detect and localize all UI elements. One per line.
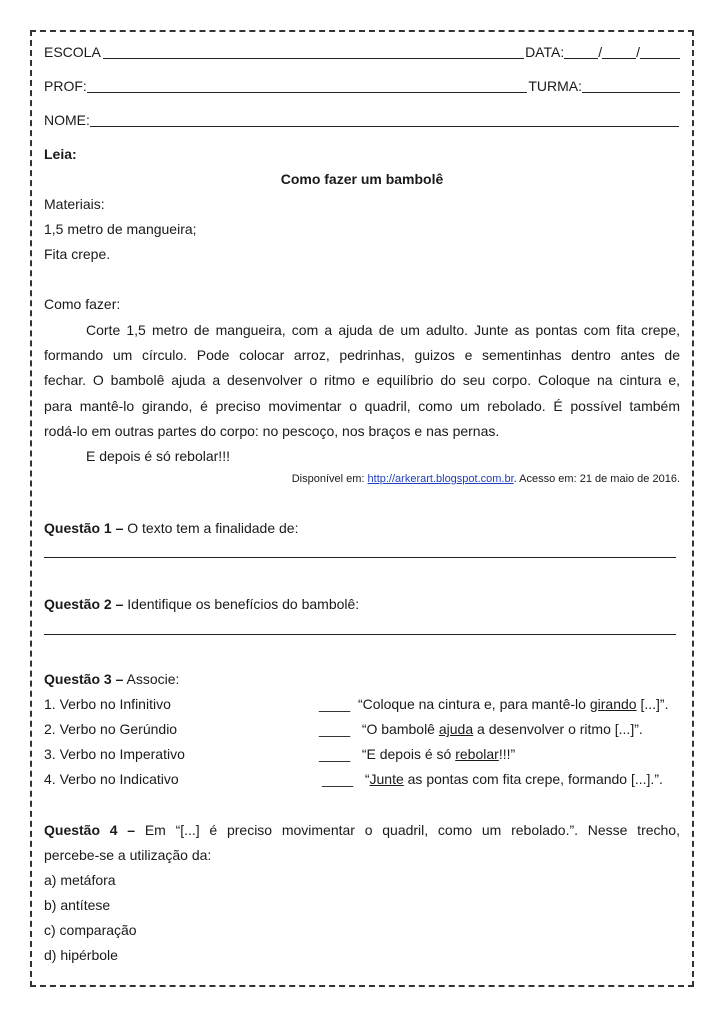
match-left-item: 2. Verbo no Gerúndio (44, 721, 178, 737)
como-fazer-label: Como fazer: (44, 296, 121, 312)
nome-field[interactable] (90, 112, 679, 127)
question-2-answer-line[interactable] (44, 634, 676, 635)
data-label: DATA: (525, 44, 565, 60)
source-prefix: Disponível em: (291, 473, 368, 485)
paragraph-line: formando um círculo. Pode colocar arroz, pedrinhas, guizos e sementinhas dentro antes de (44, 347, 680, 363)
escola-field[interactable] (103, 44, 524, 59)
option-d[interactable]: d) hipérbole (44, 947, 118, 963)
match-quote-text: “O bambolê (361, 721, 439, 737)
source-citation (44, 469, 680, 489)
match-blank[interactable]: ____ (319, 696, 351, 712)
match-right-item (319, 744, 515, 764)
date-sep: / (636, 44, 640, 60)
match-blank[interactable]: ____ (319, 721, 351, 737)
match-row (44, 744, 680, 764)
question-4 (44, 820, 680, 840)
question-4-text: Em “[...] é preciso movimentar o quadril, como um rebolado.”. Nesse trecho, (135, 822, 680, 838)
paragraph-line: rodá-lo em outras partes do corpo: no pescoço, nos braços e nas pernas. (44, 423, 500, 439)
material-item: Fita crepe. (44, 246, 111, 262)
question-4-label: Questão 4 – (44, 822, 136, 838)
match-underlined-verb: Junte (369, 771, 404, 787)
source-suffix: . Acesso em: 21 de maio de 2016. (513, 473, 680, 485)
prof-row (44, 76, 680, 96)
match-row (44, 769, 680, 789)
nome-row (44, 110, 680, 130)
text-title: Como fazer um bambolê (280, 171, 444, 187)
question-2-text: Identifique os benefícios do bambolê: (123, 596, 360, 612)
option-a[interactable]: a) metáfora (44, 872, 116, 888)
question-1-answer-line[interactable] (44, 557, 676, 558)
turma-label: TURMA: (528, 78, 582, 94)
source-link[interactable]: http://arkerart.blogspot.com.br (367, 473, 514, 485)
option-b[interactable]: b) antítese (44, 897, 111, 913)
match-quote-text: [...]”. (636, 696, 669, 712)
match-quote-text: a desenvolver o ritmo [...]”. (473, 721, 643, 737)
match-right-item (322, 769, 663, 789)
material-item: 1,5 metro de mangueira; (44, 221, 197, 237)
match-underlined-verb: ajuda (438, 721, 474, 737)
date-year-field[interactable] (640, 44, 680, 59)
question-1 (44, 518, 680, 538)
question-1-text: O texto tem a finalidade de: (123, 520, 299, 536)
leia-label: Leia: (44, 146, 77, 162)
match-underlined-verb: rebolar (455, 746, 499, 762)
match-quote-text: !!!” (498, 746, 516, 762)
match-left-item: 3. Verbo no Imperativo (44, 746, 185, 762)
question-3-text: Associe: (123, 671, 180, 687)
question-1-label: Questão 1 – (44, 520, 124, 536)
question-4-text-cont: percebe-se a utilização da: (44, 847, 212, 863)
escola-row (44, 42, 680, 62)
paragraph-line: para mantê-lo girando, é preciso movimentar o quadril, como um rebolado. É possível também (44, 398, 680, 414)
materiais-label: Materiais: (44, 196, 105, 212)
match-left-item: 1. Verbo no Infinitivo (44, 696, 171, 712)
match-row (44, 719, 680, 739)
question-3-label: Questão 3 – (44, 671, 124, 687)
match-quote-text: “E depois é só (361, 746, 456, 762)
paragraph-line: Corte 1,5 metro de mangueira, com a ajuda de um adulto. Junte as pontas com fita crepe, (86, 322, 680, 338)
option-c[interactable]: c) comparação (44, 922, 137, 938)
date-month-field[interactable] (602, 44, 636, 59)
paragraph-ending: E depois é só rebolar!!! (86, 448, 230, 464)
question-2 (44, 594, 680, 614)
match-quote-text: “ (364, 771, 370, 787)
turma-field[interactable] (582, 78, 680, 93)
prof-field[interactable] (87, 78, 528, 93)
match-blank[interactable]: ____ (319, 746, 351, 762)
match-blank[interactable]: ____ (322, 771, 354, 787)
match-quote-text: as pontas com fita crepe, formando [...].”. (403, 771, 663, 787)
question-3 (44, 669, 680, 689)
match-underlined-verb: girando (589, 696, 637, 712)
question-2-label: Questão 2 – (44, 596, 124, 612)
paragraph-line: fechar. O bambolê ajuda a desenvolver o ritmo e equilíbrio do seu corpo. Coloque na cintura e, (44, 372, 680, 388)
match-left-item: 4. Verbo no Indicativo (44, 771, 179, 787)
match-row (44, 694, 680, 714)
match-quote-text: “Coloque na cintura e, para mantê-lo (357, 696, 590, 712)
prof-label: PROF: (44, 78, 87, 94)
match-right-item (319, 719, 643, 739)
match-right-item (319, 694, 668, 714)
nome-label: NOME: (44, 112, 90, 128)
date-sep: / (598, 44, 603, 60)
escola-label: ESCOLA (44, 44, 101, 60)
date-day-field[interactable] (564, 44, 598, 59)
